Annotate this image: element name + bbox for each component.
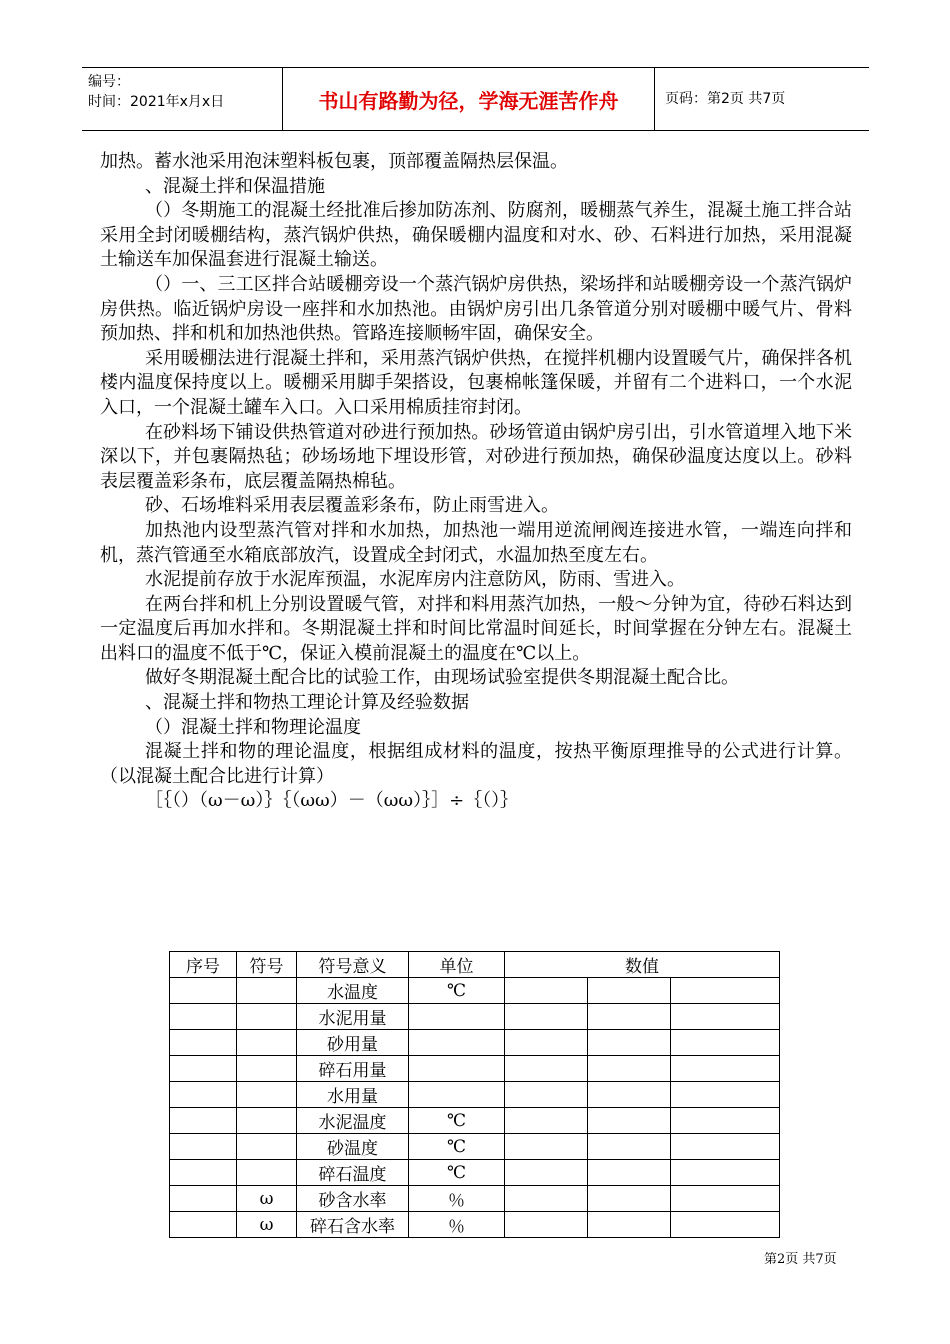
cell-value [505,1004,588,1030]
table-row [170,1160,780,1186]
cell-value [505,1030,588,1056]
cell-symbol [237,1030,297,1056]
cell-meaning: 碎石温度 [297,1160,409,1186]
table-row [170,1004,780,1030]
cell-value [505,1082,588,1108]
cell-unit: ℃ [409,1108,505,1134]
paragraph: 混凝土拌和物的理论温度，根据组成材料的温度，按热平衡原理推导的公式进行计算。（以混凝土配合比进行计算） [100,741,852,787]
table-row [170,978,780,1004]
cell-value [671,1030,780,1056]
header-meta [88,72,278,112]
table-row [170,1082,780,1108]
header-divider-right [654,68,655,130]
document-body [100,150,852,814]
cell-value [671,1134,780,1160]
cell-value [505,1160,588,1186]
cell-index [170,1186,237,1212]
cell-meaning: 水泥用量 [297,1004,409,1030]
page-footer: 第2页 共7页 [764,1252,837,1267]
cell-meaning: 水用量 [297,1082,409,1108]
cell-value [505,1056,588,1082]
cell-value [671,1004,780,1030]
cell-value [505,978,588,1004]
cell-value [588,1030,671,1056]
cell-value [505,1212,588,1238]
cell-unit [409,1004,505,1030]
page-header [82,67,869,131]
cell-index [170,1004,237,1030]
cell-unit: ％ [409,1212,505,1238]
cell-index [170,1030,237,1056]
cell-value [588,1186,671,1212]
header-value: 数值 [505,952,780,978]
cell-unit [409,1082,505,1108]
cell-value [505,1108,588,1134]
cell-value [671,1212,780,1238]
paragraph: （）混凝土拌和物理论温度 [145,716,361,738]
document-number-label: 编号： [88,74,130,90]
paragraph: 在砂料场下铺设供热管道对砂进行预加热。砂场管道由锅炉房引出，引水管道埋入地下米深以下，并包裹隔热毡；砂场场地下埋设形管，对砂进行预加热，确保砂温度达度以上。砂料表层覆盖彩条布，底层覆盖隔热棉毡。 [100,421,852,492]
cell-value [588,1160,671,1186]
header-meaning: 符号意义 [297,952,409,978]
cell-value [671,1160,780,1186]
cell-meaning: 水温度 [297,978,409,1004]
cell-value [671,978,780,1004]
table-row [170,1134,780,1160]
paragraph: 、混凝土拌和保温措施 [145,175,325,197]
cell-meaning: 碎石含水率 [297,1212,409,1238]
table-body [170,978,780,1238]
cell-meaning: 碎石用量 [297,1056,409,1082]
document-time-label: 时间：2021年x月x日 [88,94,225,110]
cell-value [588,1108,671,1134]
cell-index [170,978,237,1004]
paragraph: 加热池内设型蒸汽管对拌和水加热，加热池一端用逆流闸阀连接进水管，一端连向拌和机，蒸汽管通至水箱底部放汽，设置成全封闭式，水温加热至度左右。 [100,519,852,566]
paragraph: （）一、三工区拌合站暖棚旁设一个蒸汽锅炉房供热，梁场拌和站暖棚旁设一个蒸汽锅炉房供热。临近锅炉房设一座拌和水加热池。由锅炉房引出几条管道分别对暖棚中暖气片、骨料预加热、拌和机和加热池供热。管路连接顺畅牢固，确保安全。 [100,273,852,345]
cell-index [170,1108,237,1134]
cell-index [170,1082,237,1108]
cell-value [588,978,671,1004]
cell-index [170,1056,237,1082]
table-row [170,1108,780,1134]
cell-symbol [237,1082,297,1108]
cell-value [671,1186,780,1212]
header-motto: 书山有路勤为径，学海无涯苦作舟 [318,88,619,113]
paragraph: （）冬期施工的混凝土经批准后掺加防冻剂、防腐剂，暖棚蒸气养生，混凝土施工拌合站采用全封闭暖棚结构，蒸汽锅炉供热，确保暖棚内温度和对水、砂、石料进行加热，采用混凝土输送车加保温套进行混凝土输送。 [100,200,852,271]
header-symbol: 符号 [237,952,297,978]
cell-index [170,1160,237,1186]
cell-unit: ℃ [409,1160,505,1186]
cell-value [671,1108,780,1134]
cell-symbol: ω [237,1212,297,1238]
cell-index [170,1212,237,1238]
table-row [170,1056,780,1082]
cell-value [588,1082,671,1108]
cell-value [671,1056,780,1082]
paragraph: 在两台拌和机上分别设置暖气管，对拌和料用蒸汽加热，一般～分钟为宜，待砂石料达到一定温度后再加水拌和。冬期混凝土拌和时间比常温时间延长，时间掌握在分钟左右。混凝土出料口的温度不低于℃，保证入模前混凝土的温度在℃以上。 [100,593,852,664]
cell-value [588,1134,671,1160]
parameter-table [169,951,780,1238]
cell-symbol [237,1134,297,1160]
header-unit: 单位 [409,952,505,978]
cell-symbol [237,1056,297,1082]
paragraph: 水泥提前存放于水泥库预温，水泥库房内注意防风，防雨、雪进入。 [145,569,685,591]
cell-unit: ℃ [409,978,505,1004]
cell-unit: ％ [409,1186,505,1212]
cell-meaning: 水泥温度 [297,1108,409,1134]
cell-unit [409,1056,505,1082]
cell-symbol [237,1108,297,1134]
cell-unit [409,1030,505,1056]
cell-meaning: 砂温度 [297,1134,409,1160]
paragraph: 、混凝土拌和物热工理论计算及经验数据 [145,692,469,714]
cell-meaning: 砂用量 [297,1030,409,1056]
paragraph: 采用暖棚法进行混凝土拌和，采用蒸汽锅炉供热，在搅拌机棚内设置暖气片，确保拌各机楼内温度保持度以上。暖棚采用脚手架搭设，包裹棉帐篷保暖，并留有二个进料口，一个水泥入口，一个混凝土罐车入口。入口采用棉质挂帘封闭。 [100,347,852,418]
cell-symbol [237,978,297,1004]
table-row [170,1186,780,1212]
cell-symbol [237,1004,297,1030]
paragraph: ［｛（）（ω－ω）｝｛（ωω）－（ωω）｝］÷｛（）｝ [145,790,519,812]
cell-value [671,1082,780,1108]
cell-symbol: ω [237,1186,297,1212]
table-row [170,1030,780,1056]
paragraph: 砂、石场堆料采用表层覆盖彩条布，防止雨雪进入。 [145,495,559,517]
cell-meaning: 砂含水率 [297,1186,409,1212]
header-index: 序号 [170,952,237,978]
header-page-number: 页码：第2页 共7页 [665,91,786,107]
table-header-row [170,952,780,978]
cell-value [588,1004,671,1030]
cell-value [588,1212,671,1238]
paragraph: 加热。蓄水池采用泡沫塑料板包裹，顶部覆盖隔热层保温。 [100,151,568,172]
cell-symbol [237,1160,297,1186]
table-row [170,1212,780,1238]
cell-value [505,1134,588,1160]
paragraph: 做好冬期混凝土配合比的试验工作，由现场试验室提供冬期混凝土配合比。 [145,667,739,689]
cell-index [170,1134,237,1160]
cell-unit: ℃ [409,1134,505,1160]
cell-value [588,1056,671,1082]
cell-value [505,1186,588,1212]
